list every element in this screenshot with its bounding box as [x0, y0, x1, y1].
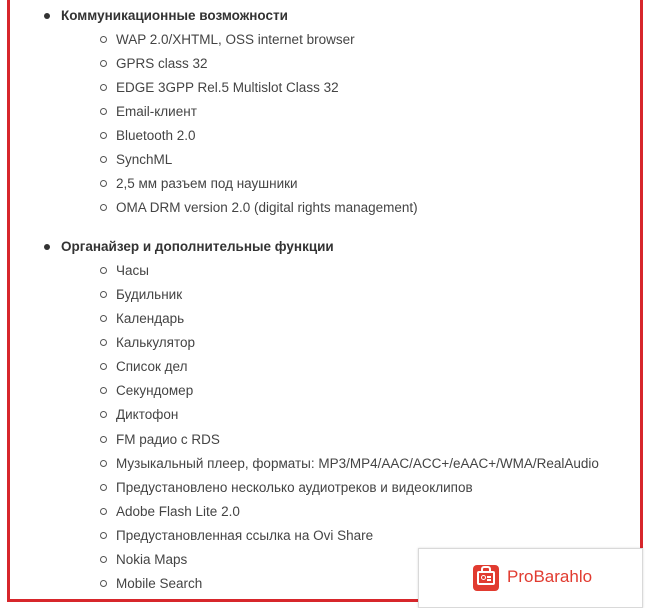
list-item-text: Bluetooth 2.0 [116, 128, 196, 143]
list-item-text: SynchML [116, 152, 173, 167]
circle-bullet-icon [100, 267, 107, 274]
list-item-text: EDGE 3GPP Rel.5 Multislot Class 32 [116, 80, 339, 95]
circle-bullet-icon [100, 315, 107, 322]
circle-bullet-icon [100, 36, 107, 43]
retro-tv-icon [473, 565, 499, 591]
bullet-icon [44, 244, 50, 250]
list-item-text: GPRS class 32 [116, 56, 208, 71]
circle-bullet-icon [100, 484, 107, 491]
list-item [116, 576, 202, 591]
circle-bullet-icon [100, 84, 107, 91]
list-item [116, 311, 184, 326]
circle-bullet-icon [100, 204, 107, 211]
list-item-text: Калькулятор [116, 335, 196, 350]
list-item [116, 456, 599, 471]
circle-bullet-icon [100, 387, 107, 394]
list-item-text: Nokia Maps [116, 552, 188, 567]
list-item [116, 56, 208, 71]
section-title-text: Коммуникационные возможности [61, 8, 288, 23]
circle-bullet-icon [100, 363, 107, 370]
circle-bullet-icon [100, 532, 107, 539]
section-title [61, 239, 334, 254]
list-item-text: OMA DRM version 2.0 (digital rights management) [116, 200, 418, 215]
list-item [116, 528, 373, 543]
list-item [116, 104, 197, 119]
list-item-text: Календарь [116, 311, 185, 326]
list-item [116, 200, 418, 215]
circle-bullet-icon [100, 411, 107, 418]
circle-bullet-icon [100, 156, 107, 163]
bullet-icon [44, 13, 50, 19]
content-frame [7, 0, 643, 602]
list-item [116, 359, 187, 374]
probarahlo-badge[interactable] [418, 548, 643, 608]
list-item [116, 263, 149, 278]
list-item [116, 32, 355, 47]
circle-bullet-icon [100, 460, 107, 467]
circle-bullet-icon [100, 180, 107, 187]
list-item [116, 383, 193, 398]
list-item-text: Диктофон [116, 407, 179, 422]
list-item-text: Предустановлено несколько аудиотреков и видеоклипов [116, 480, 473, 495]
list-item-text: Adobe Flash Lite 2.0 [116, 504, 240, 519]
list-item [116, 128, 196, 143]
list-item-text: FM радио с RDS [116, 432, 220, 447]
list-item [116, 407, 178, 422]
list-item-text: WAP 2.0/XHTML, OSS internet browser [116, 32, 355, 47]
list-item [116, 480, 473, 495]
circle-bullet-icon [100, 291, 107, 298]
circle-bullet-icon [100, 580, 107, 587]
list-item-text: Секундомер [116, 383, 194, 398]
list-item [116, 335, 195, 350]
list-item-text: Email-клиент [116, 104, 197, 119]
list-item-text: 2,5 мм разъем под наушники [116, 176, 298, 191]
circle-bullet-icon [100, 436, 107, 443]
circle-bullet-icon [100, 556, 107, 563]
list-item-text: Будильник [116, 287, 183, 302]
list-item-text: Список дел [116, 359, 188, 374]
circle-bullet-icon [100, 60, 107, 67]
list-item [116, 152, 172, 167]
circle-bullet-icon [100, 339, 107, 346]
circle-bullet-icon [100, 132, 107, 139]
list-item [116, 552, 187, 567]
list-item [116, 504, 240, 519]
list-item-text: Предустановленная ссылка на Ovi Share [116, 528, 374, 543]
list-item-text: Часы [116, 263, 149, 278]
list-item [116, 80, 339, 95]
list-item-text: Музыкальный плеер, форматы: MP3/MP4/AAC/ACC+/eAAC+/WMA/RealAudio [116, 456, 599, 471]
circle-bullet-icon [100, 508, 107, 515]
list-item [116, 287, 182, 302]
section-title-text: Органайзер и дополнительные функции [61, 239, 334, 254]
badge-brand-text: ProBarahlo [507, 567, 593, 586]
circle-bullet-icon [100, 108, 107, 115]
list-item-text: Mobile Search [116, 576, 203, 591]
section-title [61, 8, 288, 23]
list-item [116, 176, 298, 191]
list-item [116, 432, 220, 447]
